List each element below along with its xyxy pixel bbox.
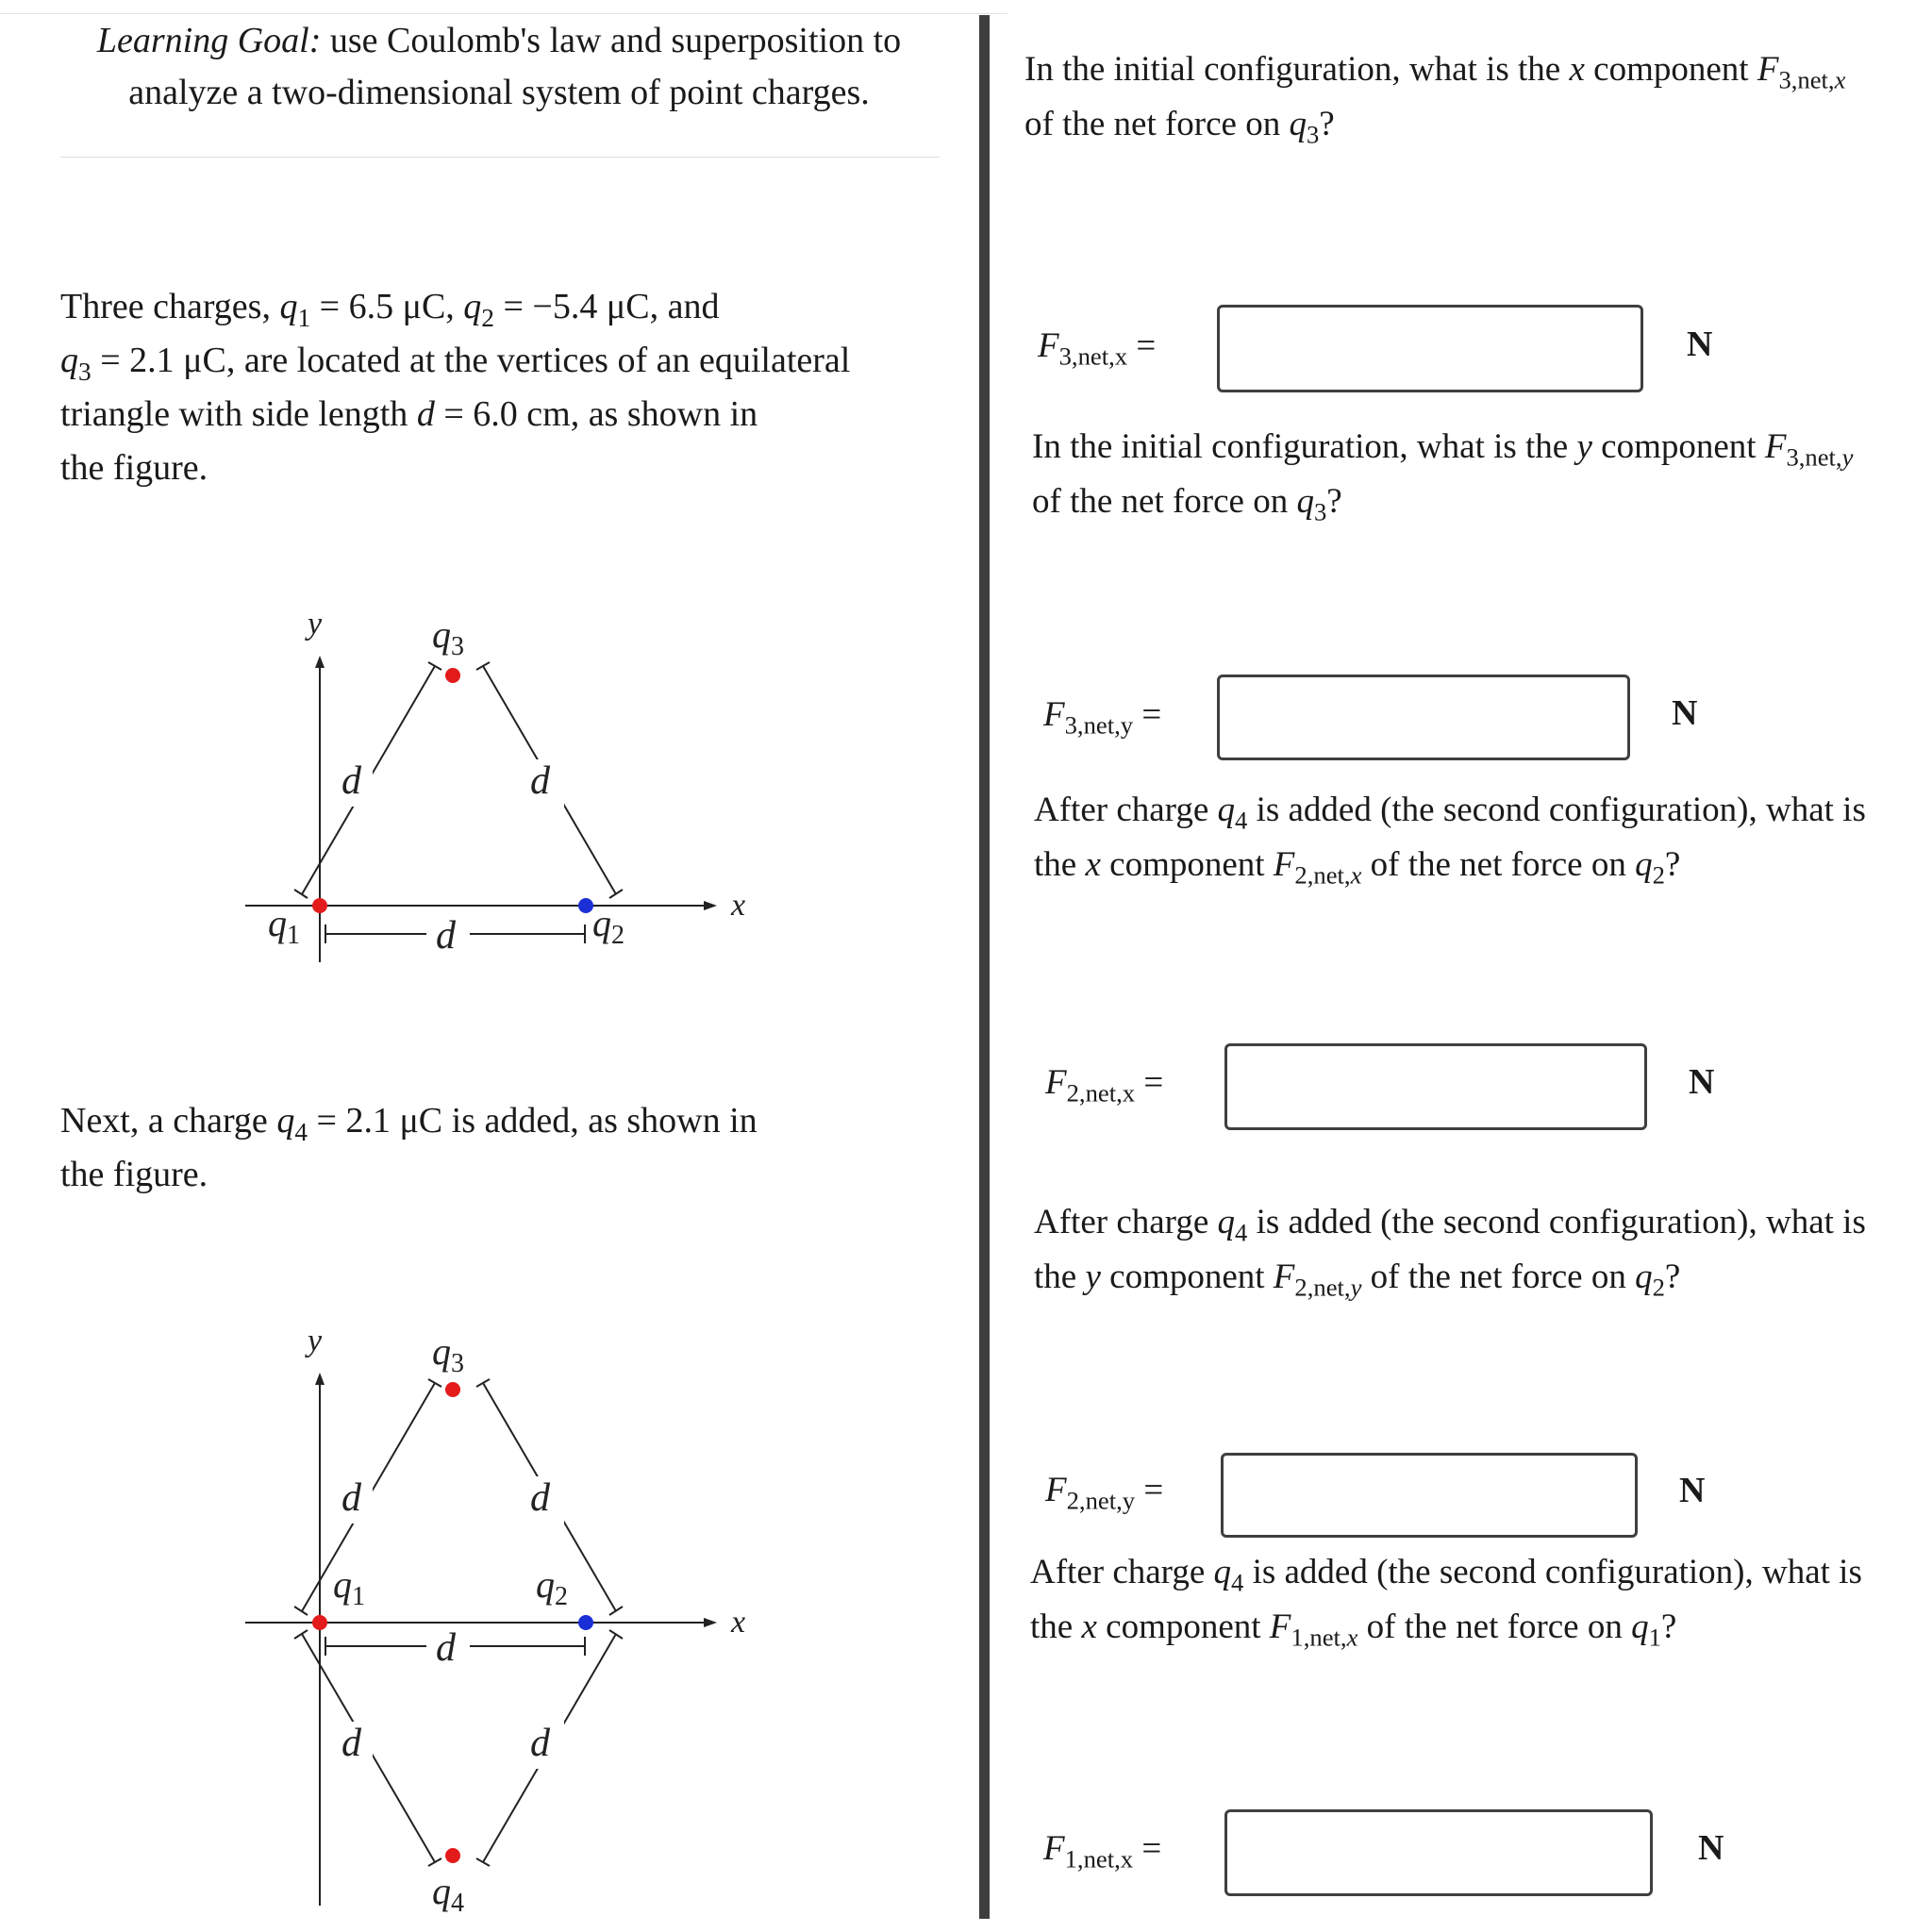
y-axis-label: y xyxy=(308,607,323,641)
q4-label: $q_4$ xyxy=(432,1870,464,1915)
answer-1-unit: N xyxy=(1687,325,1713,364)
d-label-lower-right: d xyxy=(530,1722,550,1765)
f2-net-y-input[interactable] xyxy=(1221,1453,1638,1538)
q4-value: 2.1 μC xyxy=(345,1101,443,1141)
q1-label: $q_1$ xyxy=(268,902,300,950)
f1-net-x-input[interactable] xyxy=(1224,1809,1653,1896)
answer-4-unit: N xyxy=(1679,1471,1706,1510)
q3-value: 2.1 μC xyxy=(129,341,226,380)
charge-q3 xyxy=(445,668,460,683)
d-label-upper-right: d xyxy=(530,1476,550,1520)
x-axis-arrow xyxy=(704,1618,717,1627)
q2-label: $q_2$ xyxy=(536,1563,568,1611)
d-label-bottom: d xyxy=(436,914,456,958)
d-label-middle: d xyxy=(436,1626,456,1670)
figure-second-configuration xyxy=(226,1321,774,1915)
f3-net-x-input[interactable] xyxy=(1217,305,1643,392)
question-1-text: In the initial configuration, what is the x component $F_{3,net,x}$ of the net force on $q_3$? xyxy=(1024,50,1846,149)
charge-q4 xyxy=(445,1848,460,1863)
answer-3-label: $F_{2,net,x}$ = xyxy=(1045,1063,1164,1108)
problem-statement: Three charges, $q_1 = 6.5$ μC, $q_2 = -5.4$ μC, and $q_3 = 2.1$ μC, are located at the vertices of an equilateral triangle with side length d = 6.0 cm, as shown in the figure. xyxy=(60,287,851,488)
q3-label: $q_3$ xyxy=(432,613,464,661)
answer-5-unit: N xyxy=(1698,1828,1724,1868)
x-axis-arrow xyxy=(704,901,717,910)
answer-5-label: $F_{1,net,x}$ = xyxy=(1043,1829,1162,1874)
charge-q1 xyxy=(312,898,327,913)
question-5-text: After charge $q_4$ is added (the second configuration), what is the x component $F_{1,net,x}$ of the net force on $q_1$? xyxy=(1030,1553,1862,1652)
charge-q1 xyxy=(312,1615,327,1630)
f3-net-y-input[interactable] xyxy=(1217,675,1630,760)
d-value: 6.0 cm xyxy=(473,394,571,434)
q1-value: 6.5 μC xyxy=(348,287,446,326)
question-2-text: In the initial configuration, what is the y component $F_{3,net,y}$ of the net force on $q_3$? xyxy=(1032,427,1854,526)
charge-q3 xyxy=(445,1382,460,1397)
learning-goal-prefix: Learning Goal: xyxy=(96,21,322,60)
learning-goal-text-2: analyze a two-dimensional system of point charges. xyxy=(128,73,870,112)
d-label-left: d xyxy=(341,759,361,803)
d-label-lower-left: d xyxy=(341,1722,361,1765)
top-rule xyxy=(0,13,1008,14)
question-4-text: After charge $q_4$ is added (the second configuration), what is the y component $F_{2,net,y}$ of the net force on $q_2$? xyxy=(1034,1203,1866,1302)
x-axis-label: x xyxy=(731,1605,746,1640)
panel-divider xyxy=(979,15,990,1919)
d-label-upper-left: d xyxy=(341,1476,361,1520)
learning-goal-text-1: use Coulomb's law and superposition to xyxy=(321,21,902,60)
y-axis-label: y xyxy=(308,1324,323,1358)
answer-2-unit: N xyxy=(1672,693,1698,733)
second-configuration-text: Next, a charge $q_4 = 2.1$ μC is added, as shown in the figure. xyxy=(60,1101,758,1194)
answer-4-label: $F_{2,net,y}$ = xyxy=(1045,1471,1164,1515)
goal-separator xyxy=(60,157,940,158)
answer-3-unit: N xyxy=(1689,1062,1715,1102)
learning-goal xyxy=(60,15,938,119)
f2-net-x-input[interactable] xyxy=(1224,1043,1647,1130)
question-3-text: After charge $q_4$ is added (the second configuration), what is the x component $F_{2,net,x}$ of the net force on $q_2$? xyxy=(1034,791,1866,890)
charge-q2 xyxy=(578,898,593,913)
q2-label: $q_2$ xyxy=(592,902,625,950)
answer-1-label: $F_{3,net,x}$ = xyxy=(1038,326,1157,371)
charge-q2 xyxy=(578,1615,593,1630)
answer-2-label: $F_{3,net,y}$ = xyxy=(1043,695,1162,740)
y-axis-arrow xyxy=(315,656,325,668)
q2-value: −5.4 μC xyxy=(532,287,650,326)
y-axis-arrow xyxy=(315,1373,325,1385)
q3-label: $q_3$ xyxy=(432,1330,464,1378)
figure-initial-configuration xyxy=(226,604,774,981)
d-label-right: d xyxy=(530,759,550,803)
x-axis-label: x xyxy=(731,888,746,923)
q1-label: $q_1$ xyxy=(333,1563,365,1611)
